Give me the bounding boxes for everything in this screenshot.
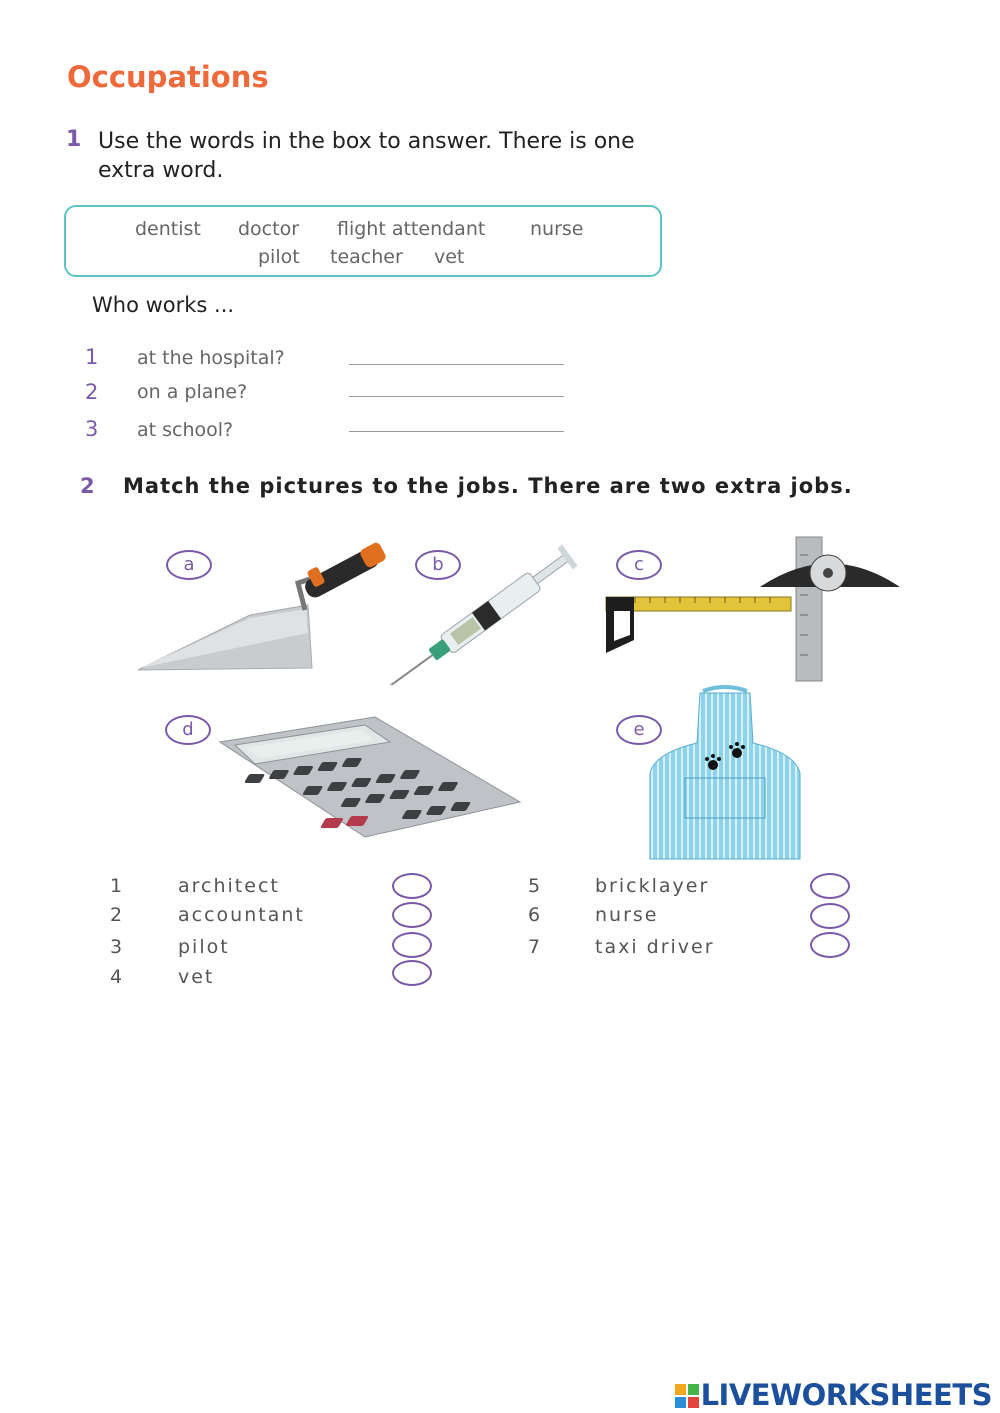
job-label: architect (178, 875, 280, 897)
job-number: 6 (528, 904, 542, 926)
word-box-item: pilot (258, 246, 300, 268)
word-box-item: teacher (330, 246, 403, 268)
question-number: 1 (85, 345, 99, 369)
word-box-item: dentist (135, 218, 201, 240)
picture-label-a: a (166, 550, 212, 580)
syringe-icon (390, 540, 595, 685)
logo-text: LIVEWORKSHEETS (700, 1378, 992, 1412)
liveworksheets-logo-icon (675, 1384, 699, 1408)
answer-field-3[interactable] (349, 431, 564, 432)
exercise-2-number: 2 (80, 474, 96, 498)
word-box-item: vet (434, 246, 465, 268)
word-box-item: flight attendant (337, 218, 486, 240)
job-number: 2 (110, 904, 124, 926)
liveworksheets-logo (675, 1378, 992, 1412)
word-box-item: doctor (238, 218, 300, 240)
page-title: Occupations (67, 60, 269, 94)
answer-circle-architect[interactable] (392, 873, 432, 899)
answer-circle-nurse[interactable] (810, 903, 850, 929)
calculator-icon (215, 712, 525, 842)
job-label: nurse (595, 904, 659, 926)
answer-circle-bricklayer[interactable] (810, 873, 850, 899)
job-number: 4 (110, 966, 124, 988)
question-text: on a plane? (137, 381, 248, 403)
exercise-1-instruction: Use the words in the box to answer. There is one extra word. (98, 129, 635, 183)
question-text: at school? (137, 419, 234, 441)
question-number: 2 (85, 380, 99, 404)
job-label: bricklayer (595, 875, 710, 897)
answer-circle-vet[interactable] (392, 960, 432, 986)
picture-label-d: d (165, 715, 211, 745)
apron-icon (645, 683, 805, 863)
job-number: 3 (110, 936, 124, 958)
job-label: taxi driver (595, 936, 715, 958)
who-works-prompt: Who works ... (92, 293, 235, 317)
answer-circle-pilot[interactable] (392, 932, 432, 958)
answer-field-2[interactable] (349, 396, 564, 397)
picture-label-b: b (415, 550, 461, 580)
job-number: 7 (528, 936, 542, 958)
answer-circle-accountant[interactable] (392, 902, 432, 928)
job-number: 1 (110, 875, 124, 897)
answer-field-1[interactable] (349, 364, 564, 365)
job-label: vet (178, 966, 215, 988)
picture-label-e: e (616, 715, 662, 745)
exercise-1-number: 1 (66, 127, 82, 152)
question-number: 3 (85, 417, 99, 441)
exercise-2-instruction: Match the pictures to the jobs. There are two extra jobs. (123, 474, 853, 498)
answer-circle-taxi-driver[interactable] (810, 932, 850, 958)
job-label: pilot (178, 936, 230, 958)
job-label: accountant (178, 904, 305, 926)
trowel-icon (130, 535, 390, 685)
word-box-item: nurse (530, 218, 584, 240)
set-square-ruler-icon (600, 535, 905, 683)
job-number: 5 (528, 875, 542, 897)
question-text: at the hospital? (137, 347, 285, 369)
picture-label-c: c (616, 550, 662, 580)
